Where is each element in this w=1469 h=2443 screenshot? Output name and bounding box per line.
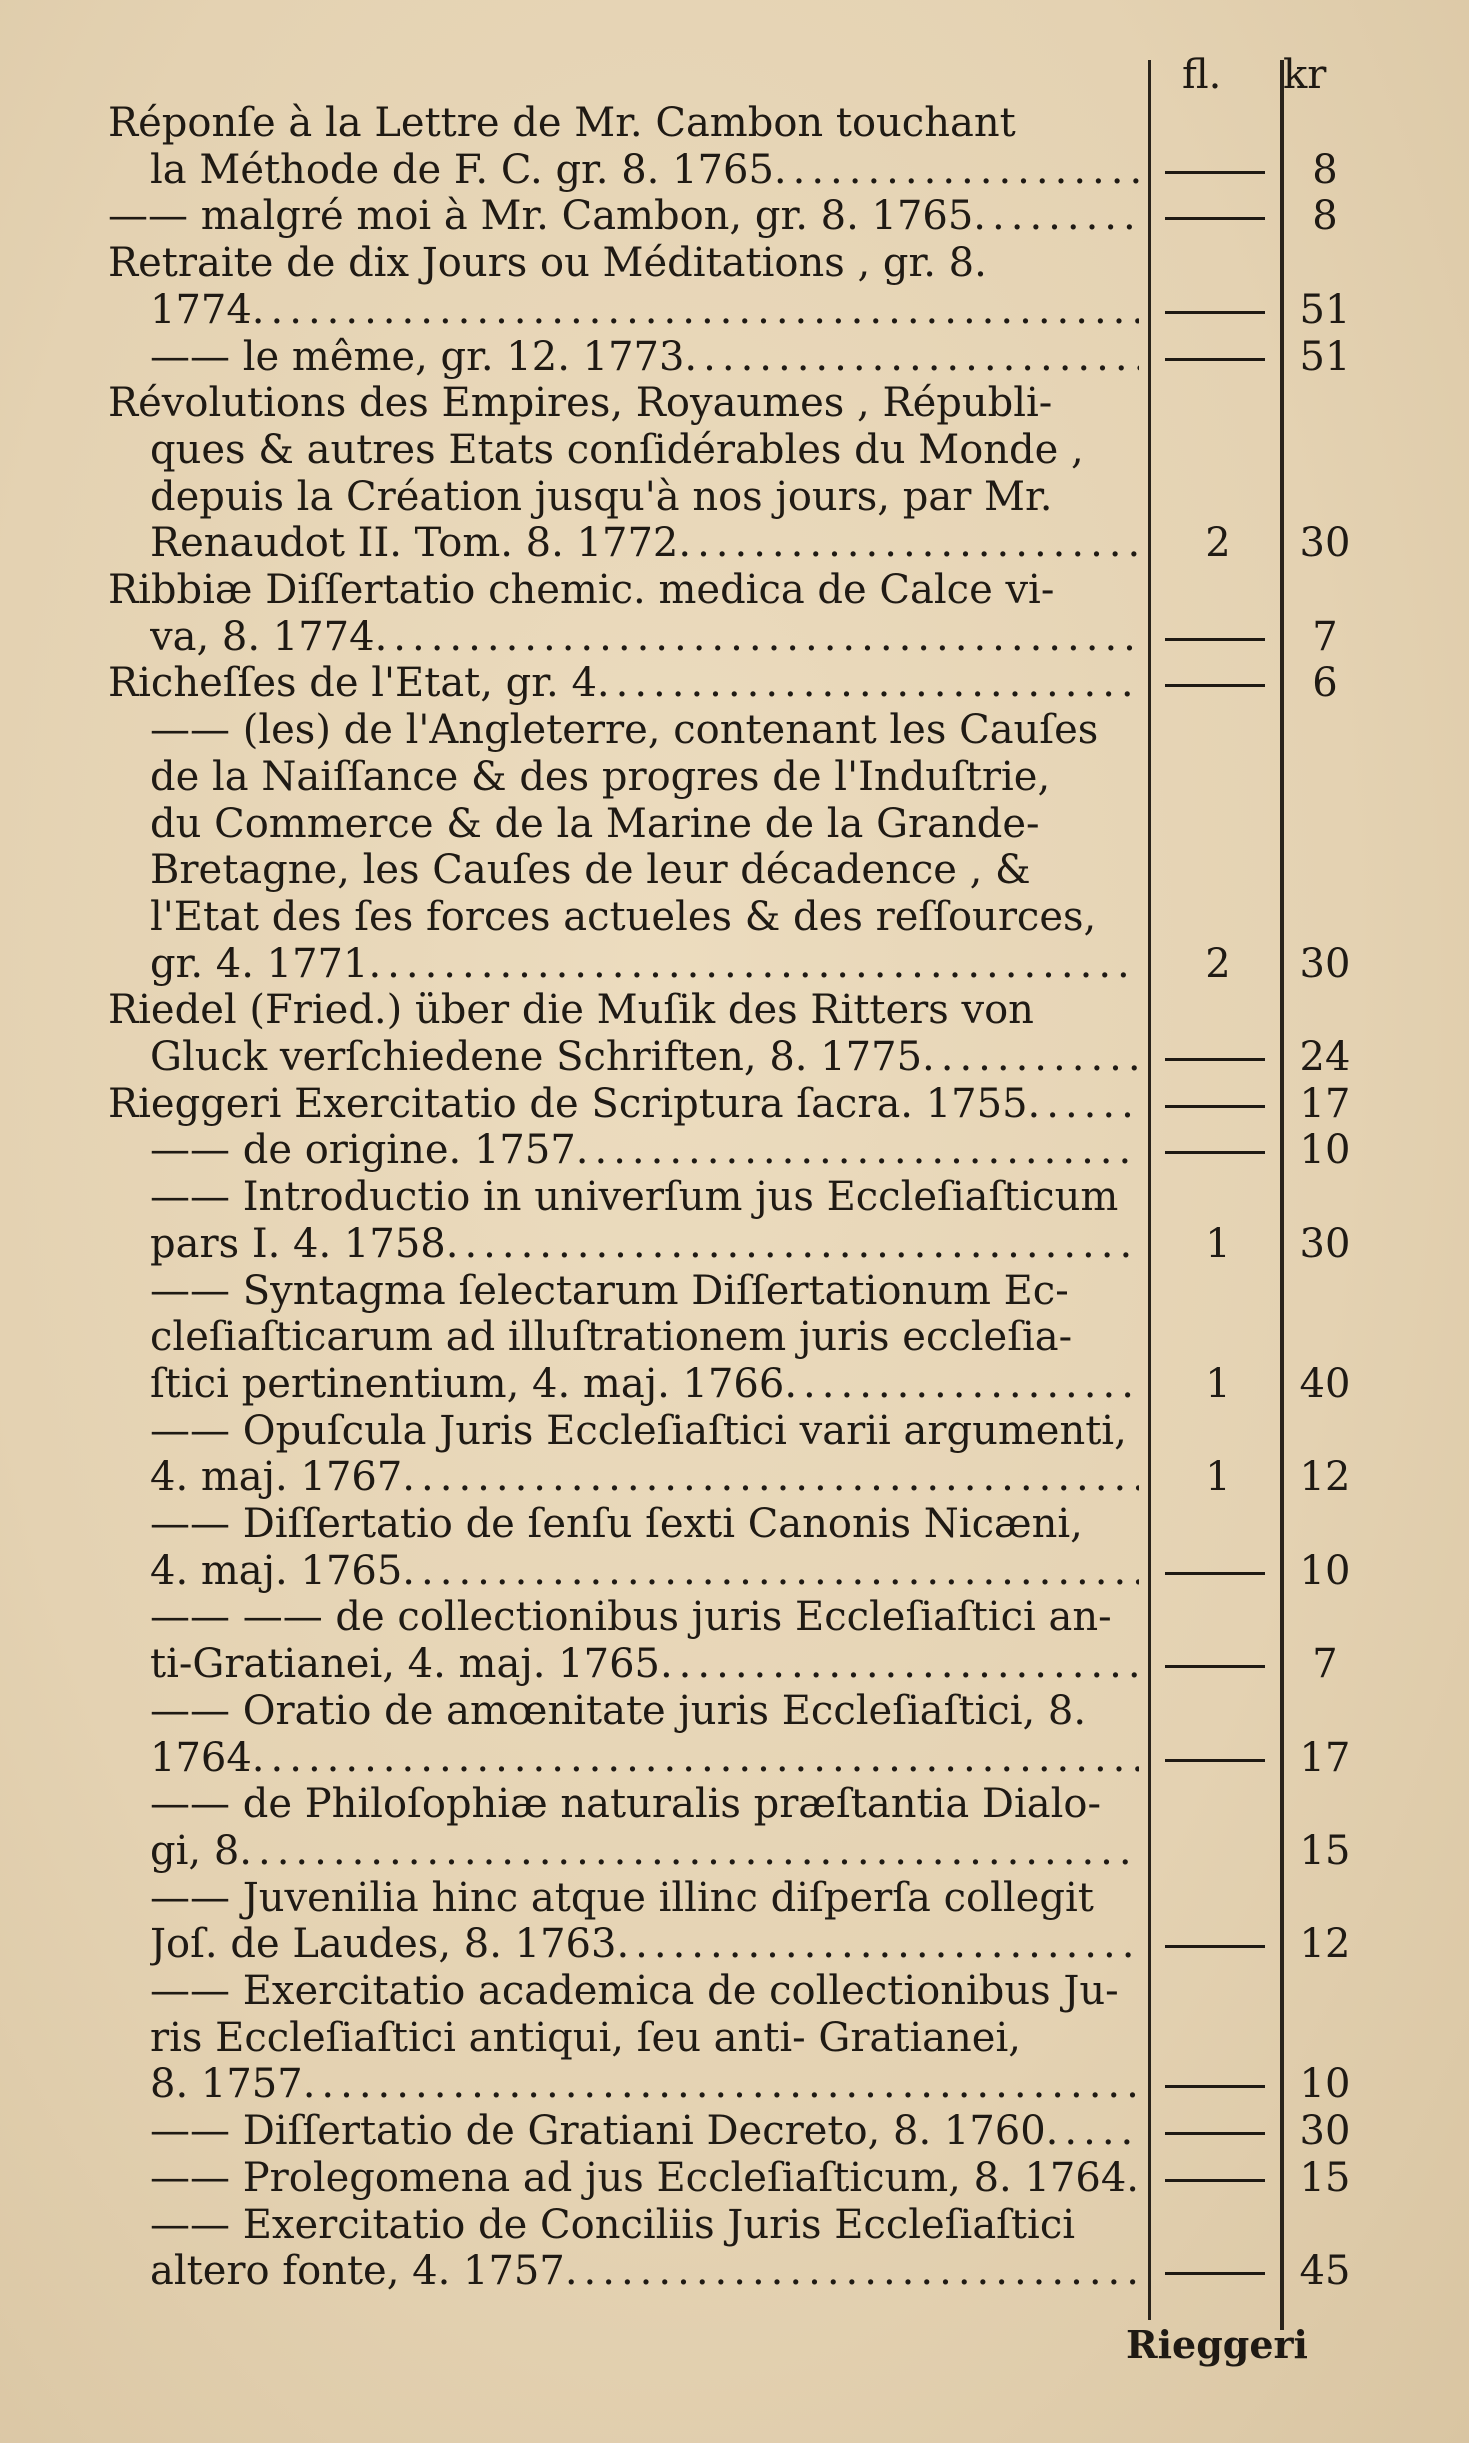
price-kr: 51 [1299, 286, 1351, 333]
entry-text [150, 1501, 1139, 1547]
fl-dash [1165, 2272, 1265, 2275]
entry-text [108, 567, 1139, 613]
dot-leader [660, 1641, 1139, 1687]
price-kr: 30 [1299, 520, 1351, 567]
entry-text [150, 1688, 1139, 1734]
entry-text-content: Ribbiæ Diſſertatio chemic. medica de Calce vi- [108, 567, 1055, 613]
fl-dash [1165, 2179, 1265, 2182]
fl-dash [1165, 2132, 1265, 2135]
price-kr: 51 [1299, 333, 1351, 380]
catalogue-line [0, 1268, 1469, 1314]
dot-leader [1028, 1081, 1139, 1127]
entry-text [150, 2015, 1139, 2061]
entry-text [150, 287, 1139, 333]
entry-text-content: —— de Philoſophiæ naturalis præſtantia Dialo- [150, 1781, 1101, 1828]
entry-text [150, 707, 1139, 753]
entry-text [150, 1034, 1139, 1080]
catalogue-line [0, 100, 1469, 146]
entry-text [108, 240, 1139, 286]
entry-text [150, 2155, 1139, 2201]
catalogue-line [0, 1454, 1469, 1500]
entry-text [150, 147, 1139, 193]
catalogue-line [0, 1361, 1469, 1407]
catalogue-line [0, 2061, 1469, 2107]
fl-dash [1165, 1665, 1265, 1668]
entry-text-content: —— Syntagma ſelectarum Diſſertationum Ec- [150, 1267, 1069, 1314]
dot-leader [252, 1735, 1139, 1781]
catalogue-line [0, 1221, 1469, 1267]
entry-text-content: —— malgré moi à Mr. Cambon, gr. 8. 1765 [108, 193, 974, 240]
entry-text-content: du Commerce & de la Marine de la Grande- [150, 800, 1040, 847]
fl-dash [1165, 1151, 1265, 1154]
catalogue-line [0, 147, 1469, 193]
catchword: Rieggeri [1126, 2322, 1308, 2367]
catalogue-line [0, 707, 1469, 753]
catalogue-line [0, 474, 1469, 520]
entry-text [150, 941, 1139, 987]
price-kr: 10 [1299, 1547, 1351, 1594]
entry-text-content: 1774 [150, 286, 252, 333]
entry-text [150, 1314, 1139, 1360]
catalogue-line [0, 1594, 1469, 1640]
catalogue-line [0, 1127, 1469, 1173]
entry-text [150, 520, 1139, 566]
entry-text-content: ques & autres Etats conſidérables du Monde , [150, 426, 1084, 473]
price-kr: 30 [1299, 2108, 1351, 2155]
entry-text-content: de la Naiſſance & des progres de l'Induſtrie, [150, 753, 1051, 800]
entry-text [150, 1641, 1139, 1687]
catalogue-line [0, 1174, 1469, 1220]
entry-text [150, 1921, 1139, 1967]
catalogue-line [0, 1034, 1469, 1080]
entry-text-content: —— —— de collectionibus juris Eccleſiaſtici an- [150, 1594, 1112, 1641]
catalogue-line [0, 1641, 1469, 1687]
catalogue-line [0, 287, 1469, 333]
entry-text-content: Retraite de dix Jours ou Méditations , gr. 8. [108, 240, 987, 287]
dot-leader [922, 1034, 1139, 1080]
dot-leader [1126, 2155, 1139, 2201]
entry-text [150, 2202, 1139, 2248]
dot-leader [616, 1921, 1139, 1967]
entry-text [150, 1221, 1139, 1267]
entry-text-content: Rieggeri Exercitatio de Scriptura ſacra. 1755 [108, 1080, 1028, 1127]
entry-text-content: —— Diſſertatio de Gratiani Decreto, 8. 1760 [150, 2108, 1046, 2155]
entry-text [108, 987, 1139, 1033]
catalogue-line [0, 1314, 1469, 1360]
entry-text-content: —— Opuſcula Juris Eccleſiaſtici varii argumenti, [150, 1407, 1127, 1454]
dot-leader [973, 193, 1139, 239]
entry-text-content: ſtici pertinentium, 4. maj. 1766 [150, 1360, 785, 1407]
price-kr: 10 [1299, 2061, 1351, 2108]
catalogue-line [0, 2155, 1469, 2201]
dot-leader [684, 334, 1139, 380]
catalogue-line [0, 847, 1469, 893]
fl-dash [1165, 1105, 1265, 1108]
dot-leader [402, 1548, 1139, 1594]
fl-dash [1165, 638, 1265, 641]
entry-text [150, 1735, 1139, 1781]
fl-dash [1165, 2085, 1265, 2088]
entry-text [108, 1081, 1139, 1127]
catalogue-line [0, 334, 1469, 380]
entry-text [150, 474, 1139, 520]
dot-leader [375, 614, 1139, 660]
price-fl: 1 [1205, 1220, 1231, 1267]
header-fl: fl. [1182, 52, 1222, 98]
catalogue-line [0, 380, 1469, 426]
entry-text [150, 894, 1139, 940]
entry-text-content: Réponſe à la Lettre de Mr. Cambon touchant [108, 100, 1016, 146]
entry-text-content: gi, 8 [150, 1827, 240, 1874]
entry-text [150, 1268, 1139, 1314]
price-kr: 17 [1299, 1080, 1351, 1127]
catalogue-line [0, 801, 1469, 847]
entry-text-content: depuis la Création jusqu'à nos jours, par Mr. [150, 473, 1053, 520]
catalogue-line [0, 987, 1469, 1033]
entry-text-content: —— de origine. 1757 [150, 1127, 576, 1174]
entry-text-content: Renaudot II. Tom. 8. 1772 [150, 520, 679, 567]
entry-text [150, 1361, 1139, 1407]
catalogue-line [0, 2202, 1469, 2248]
catalogue-line [0, 941, 1469, 987]
catalogue-line [0, 2248, 1469, 2294]
dot-leader [576, 1127, 1139, 1173]
dot-leader [774, 147, 1139, 193]
entry-text [150, 1127, 1139, 1173]
entry-text-content: Révolutions des Empires, Royaumes , Républi- [108, 380, 1053, 427]
entry-text [108, 193, 1139, 239]
entry-text [150, 1174, 1139, 1220]
price-kr: 17 [1299, 1734, 1351, 1781]
entry-text-content: pars I. 4. 1758 [150, 1220, 446, 1267]
entry-text-content: ti-Gratianei, 4. maj. 1765 [150, 1641, 660, 1688]
entry-text-content: —— Juvenilia hinc atque illinc diſperſa collegit [150, 1874, 1094, 1921]
entry-text [150, 1594, 1139, 1640]
entry-text-content: la Méthode de F. C. gr. 8. 1765 [150, 146, 774, 193]
fl-dash [1165, 171, 1265, 174]
price-kr: 7 [1312, 613, 1338, 660]
catalogue-line [0, 567, 1469, 613]
entry-text [150, 801, 1139, 847]
fl-dash [1165, 217, 1265, 220]
entry-text [108, 100, 1139, 146]
entry-text-content: 4. maj. 1767 [150, 1454, 403, 1501]
catalogue-line [0, 520, 1469, 566]
fl-dash [1165, 1945, 1265, 1948]
entry-text [150, 1968, 1139, 2014]
entry-text [150, 1781, 1139, 1827]
catalogue-line [0, 754, 1469, 800]
price-kr: 8 [1312, 193, 1338, 240]
catalogue-line [0, 614, 1469, 660]
price-fl: 1 [1205, 1360, 1231, 1407]
price-kr: 45 [1299, 2248, 1351, 2295]
catalogue-line [0, 894, 1469, 940]
price-kr: 6 [1312, 660, 1338, 707]
dot-leader [239, 1828, 1139, 1874]
dot-leader [402, 1454, 1139, 1500]
entry-text-content: 1764 [150, 1734, 252, 1781]
dot-leader [1046, 2108, 1139, 2154]
catalogue-line [0, 193, 1469, 239]
dot-leader [784, 1361, 1139, 1407]
fl-dash [1165, 358, 1265, 361]
entry-text-content: Richeſſes de l'Etat, gr. 4 [108, 660, 597, 707]
entry-text-content: —— Exercitatio de Conciliis Juris Eccleſiaſtici [150, 2201, 1076, 2248]
dot-leader [597, 660, 1139, 706]
price-kr: 40 [1299, 1360, 1351, 1407]
catalogue-line [0, 1735, 1469, 1781]
entry-text-content: —— Diſſertatio de ſenſu ſexti Canonis Nicæni, [150, 1501, 1083, 1547]
catalogue-line [0, 1408, 1469, 1454]
catalogue-line [0, 1921, 1469, 1967]
entry-text-content: altero fonte, 4. 1757 [150, 2248, 565, 2295]
dot-leader [446, 1221, 1139, 1267]
entry-text [150, 847, 1139, 893]
catalogue-line [0, 427, 1469, 473]
fl-dash [1165, 311, 1265, 314]
catalogue-line [0, 1781, 1469, 1827]
price-kr: 30 [1299, 1220, 1351, 1267]
catalogue-line [0, 1548, 1469, 1594]
fl-dash [1165, 1058, 1265, 1061]
dot-leader [368, 941, 1139, 987]
entry-text [150, 2248, 1139, 2294]
entry-text-content: —— (les) de l'Angleterre, contenant les Cauſes [150, 707, 1099, 754]
price-kr: 12 [1299, 1454, 1351, 1501]
entry-text [150, 1828, 1139, 1874]
price-kr: 24 [1299, 1034, 1351, 1080]
catalogue-line [0, 1968, 1469, 2014]
catalogue-line [0, 1501, 1469, 1547]
entry-text-content: ris Eccleſiaſtici antiqui, ſeu anti- Gratianei, [150, 2014, 1021, 2061]
entry-text-content: gr. 4. 1771 [150, 940, 369, 987]
entry-text-content: —— le même, gr. 12. 1773 [150, 333, 685, 380]
price-kr: 30 [1299, 940, 1351, 987]
price-fl: 1 [1205, 1454, 1231, 1501]
entry-text [150, 2061, 1139, 2107]
catalogue-line [0, 240, 1469, 286]
catalogue-line [0, 1688, 1469, 1734]
entry-text-content: 8. 1757 [150, 2061, 303, 2108]
entry-text-content: —— Prolegomena ad jus Eccleſiaſticum, 8. 1764 [150, 2154, 1127, 2201]
catalogue-line [0, 660, 1469, 706]
price-kr: 12 [1299, 1921, 1351, 1968]
entry-text-content: Riedel (Fried.) über die Muſik des Ritters von [108, 987, 1034, 1034]
catalogue-line [0, 2015, 1469, 2061]
price-kr: 15 [1299, 1827, 1351, 1874]
entry-text [150, 754, 1139, 800]
dot-leader [565, 2248, 1139, 2294]
entry-text [108, 380, 1139, 426]
entry-text [150, 1875, 1139, 1921]
entry-text-content: Joſ. de Laudes, 8. 1763 [150, 1921, 617, 1968]
entry-text [108, 660, 1139, 706]
entry-text [150, 2108, 1139, 2154]
entry-text [150, 1548, 1139, 1594]
entry-text-content: cleſiaſticarum ad illuſtrationem juris eccleſia- [150, 1314, 1073, 1361]
price-kr: 8 [1312, 146, 1338, 193]
entry-text [150, 614, 1139, 660]
catalogue-line [0, 1081, 1469, 1127]
price-fl: 2 [1205, 520, 1231, 567]
entry-text [150, 1408, 1139, 1454]
fl-dash [1165, 1572, 1265, 1575]
price-kr: 7 [1312, 1641, 1338, 1688]
entry-text [150, 1454, 1139, 1500]
catalogue-line [0, 2108, 1469, 2154]
price-kr: 15 [1299, 2154, 1351, 2201]
entry-text-content: —— Introductio in univerſum jus Eccleſiaſticum [150, 1174, 1119, 1221]
fl-dash [1165, 684, 1265, 687]
entry-text-content: va, 8. 1774 [150, 613, 375, 660]
entry-text-content: Bretagne, les Cauſes de leur décadence , & [150, 847, 1031, 894]
entry-text-content: —— Oratio de amœnitate juris Eccleſiaſtici, 8. [150, 1687, 1087, 1734]
catalogue-line [0, 1875, 1469, 1921]
entry-text-content: 4. maj. 1765 [150, 1547, 403, 1594]
entry-text-content: —— Exercitatio academica de collectionibus Ju- [150, 1968, 1119, 2014]
header-kr: kr [1283, 52, 1327, 98]
dot-leader [303, 2061, 1139, 2107]
entry-text-content: Gluck verſchiedene Schriften, 8. 1775 [150, 1034, 923, 1080]
dot-leader [252, 287, 1139, 333]
price-kr: 10 [1299, 1127, 1351, 1174]
price-fl: 2 [1205, 940, 1231, 987]
entry-text-content: l'Etat des ſes forces actueles & des reſſources, [150, 893, 1097, 940]
catalogue-line [0, 1828, 1469, 1874]
entry-text [150, 334, 1139, 380]
entry-text [150, 427, 1139, 473]
fl-dash [1165, 1759, 1265, 1762]
dot-leader [678, 520, 1139, 566]
